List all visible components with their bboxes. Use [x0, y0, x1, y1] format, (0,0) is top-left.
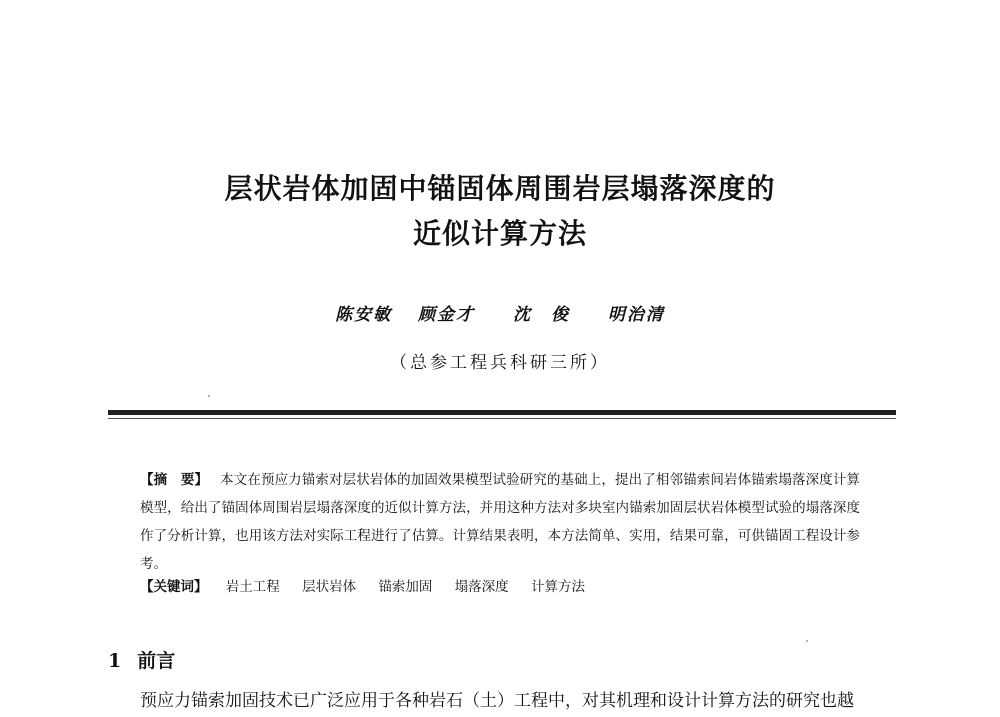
keywords-block: [140, 575, 603, 599]
abstract-block: [140, 466, 860, 578]
header-divider-thick: [108, 410, 896, 415]
paper-title-line2: 近似计算方法: [412, 217, 587, 250]
keyword: 计算方法: [530, 579, 585, 595]
abstract-label: 【摘 要】: [140, 472, 209, 488]
keyword: 岩土工程: [225, 579, 280, 595]
author-list: [0, 300, 1000, 325]
paper-title-line1: 层状岩体加固中锚固体周围岩层塌落深度的: [224, 172, 776, 205]
section-title: 前言: [137, 650, 176, 672]
author-name: 顾金才: [418, 305, 476, 325]
affiliation: （总参工程兵科研三所）: [390, 353, 610, 373]
author-name: 陈安敏: [335, 305, 393, 325]
keywords-label: 【关键词】: [140, 579, 208, 595]
scan-speck: [806, 640, 808, 642]
scan-speck: [208, 395, 210, 397]
keyword: 锚索加固: [378, 579, 433, 595]
section-heading: [108, 646, 175, 673]
body-paragraph: 预应力锚索加固技术已广泛应用于各种岩石（土）工程中，对其机理和设计计算方法的研究也越: [140, 691, 854, 711]
keyword: 塌落深度: [454, 579, 509, 595]
header-divider-thin: [108, 418, 896, 419]
section-number: 1: [108, 650, 122, 672]
abstract-text: 本文在预应力锚索对层状岩体的加固效果模型试验研究的基础上，提出了相邻锚索间岩体锚索塌落深度计算模型，给出了锚固体周围岩层塌落深度的近似计算方法，并用这种方法对多块室内锚索加固层状岩体模型试验的塌落深度作了分析计算，也用该方法对实际工程进行了估算。计算结果表明，本方法简单、实用，结果可靠，可供锚固工程设计参考。: [140, 472, 861, 572]
author-name: 沈 俊: [512, 305, 570, 325]
author-name: 明治清: [607, 305, 665, 325]
keyword: 层状岩体: [302, 579, 357, 595]
